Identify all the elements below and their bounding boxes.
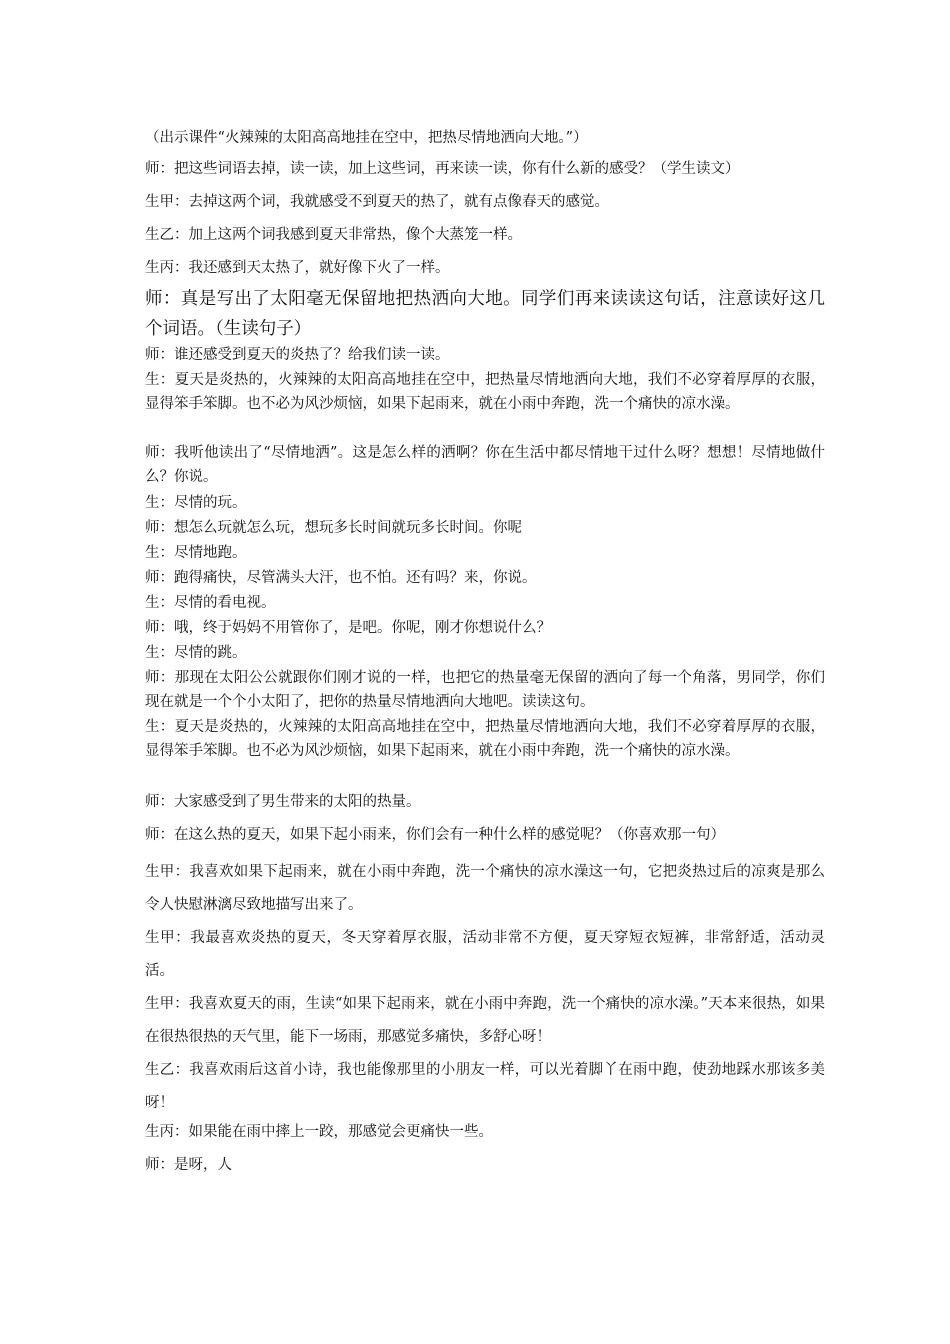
- paragraph-student-jump: 生：尽情的跳。: [145, 645, 247, 661]
- paragraph-student-reading-2: 生：夏天是炎热的，火辣辣的太阳高高地挂在空中，把热量尽情地洒向大地，我们不必穿着厚厚的衣服，显得笨手笨脚。也不必为风沙烦恼，如果下起雨来，就在小雨中奔跑，洗一个痛快的凉水澡。: [145, 719, 825, 759]
- paragraph-student-c-fall: 生丙：如果能在雨中摔上一跤，那感觉会更痛快一些。: [145, 1124, 493, 1140]
- paragraph-teacher-sprinkle: 师：我听他读出了“尽情地洒”。这是怎么样的洒啊？你在生活中都尽情地干过什么呀？想想！尽情地做什么？你说。: [145, 445, 825, 485]
- paragraph-student-b-steamer: 生乙：加上这两个词我感到夏天非常热，像个大蒸笼一样。: [145, 227, 522, 243]
- paragraph-courseware-quote: （出示课件“火辣辣的太阳高高地挂在空中，把热尽情地洒向大地。”）: [145, 130, 588, 146]
- paragraph-student-reading-1: 生：夏天是炎热的，火辣辣的太阳高高地挂在空中，把热量尽情地洒向大地，我们不必穿着厚厚的衣服，显得笨手笨脚。也不必为风沙烦恼，如果下起雨来，就在小雨中奔跑，洗一个痛快的凉水澡。: [145, 372, 825, 412]
- paragraph-student-a-rain: 生甲：我喜欢如果下起雨来，就在小雨中奔跑，洗一个痛快的凉水澡这一句，它把炎热过后的凉爽是那么令人快慰淋漓尽致地描写出来了。: [145, 864, 825, 913]
- paragraph-student-a-summer-rain: 生甲：我喜欢夏天的雨，生读“如果下起雨来，就在小雨中奔跑，洗一个痛快的凉水澡。”天本来很热，如果在很热很热的天气里，能下一场雨，那感觉多痛快，多舒心呀！: [145, 996, 825, 1045]
- paragraph-student-a-summer: 生甲：我最喜欢炎热的夏天，冬天穿着厚衣服，活动非常不方便，夏天穿短衣短裤，非常舒适，活动灵活。: [145, 930, 825, 979]
- paragraph-student-a-spring: 生甲：去掉这两个词，我就感受不到夏天的热了，就有点像春天的感觉。: [145, 194, 609, 210]
- paragraph-student-run: 生：尽情地跑。: [145, 545, 247, 561]
- paragraph-teacher-play: 师：想怎么玩就怎么玩，想玩多长时间就玩多长时间。你呢: [145, 520, 522, 536]
- paragraph-teacher-rain-feeling: 师：在这么热的夏天，如果下起小雨来，你们会有一种什么样的感觉呢？（你喜欢那一句）: [145, 827, 725, 843]
- paragraph-teacher-mom: 师：哦，终于妈妈不用管你了，是吧。你呢，刚才你想说什么？: [145, 620, 551, 636]
- paragraph-teacher-little-sun: 师：那现在太阳公公就跟你们刚才说的一样，也把它的热量毫无保留的洒向了每一个角落，男同学，你们现在就是一个个小太阳了，把你的热量尽情地洒向大地吧。读读这句。: [145, 670, 825, 710]
- paragraph-teacher-run: 师：跑得痛快，尽管满头大汗，也不怕。还有吗？来，你说。: [145, 570, 537, 586]
- paragraph-student-play: 生：尽情的玩。: [145, 495, 247, 511]
- paragraph-teacher-no-reservation: 师：真是写出了太阳毫无保留地把热洒向大地。同学们再来读读这句话，注意读好这几个词语。（生读句子）: [145, 289, 825, 339]
- paragraph-teacher-remove-words: 师：把这些词语去掉，读一读，加上这些词，再来读一读，你有什么新的感受？（学生读文）: [145, 161, 740, 177]
- paragraph-student-tv: 生：尽情的看电视。: [145, 595, 276, 611]
- paragraph-teacher-heat: 师：大家感受到了男生带来的太阳的热量。: [145, 794, 421, 810]
- paragraph-student-c-fire: 生丙：我还感到天太热了，就好像下火了一样。: [145, 260, 450, 276]
- paragraph-teacher-who-else: 师：谁还感受到夏天的炎热了？给我们读一读。: [145, 347, 450, 363]
- paragraph-student-b-poem: 生乙：我喜欢雨后这首小诗，我也能像那里的小朋友一样，可以光着脚丫在雨中跑，使劲地踩水那该多美呀！: [145, 1062, 825, 1111]
- paragraph-teacher-yes: 师：是呀，人: [145, 1157, 232, 1173]
